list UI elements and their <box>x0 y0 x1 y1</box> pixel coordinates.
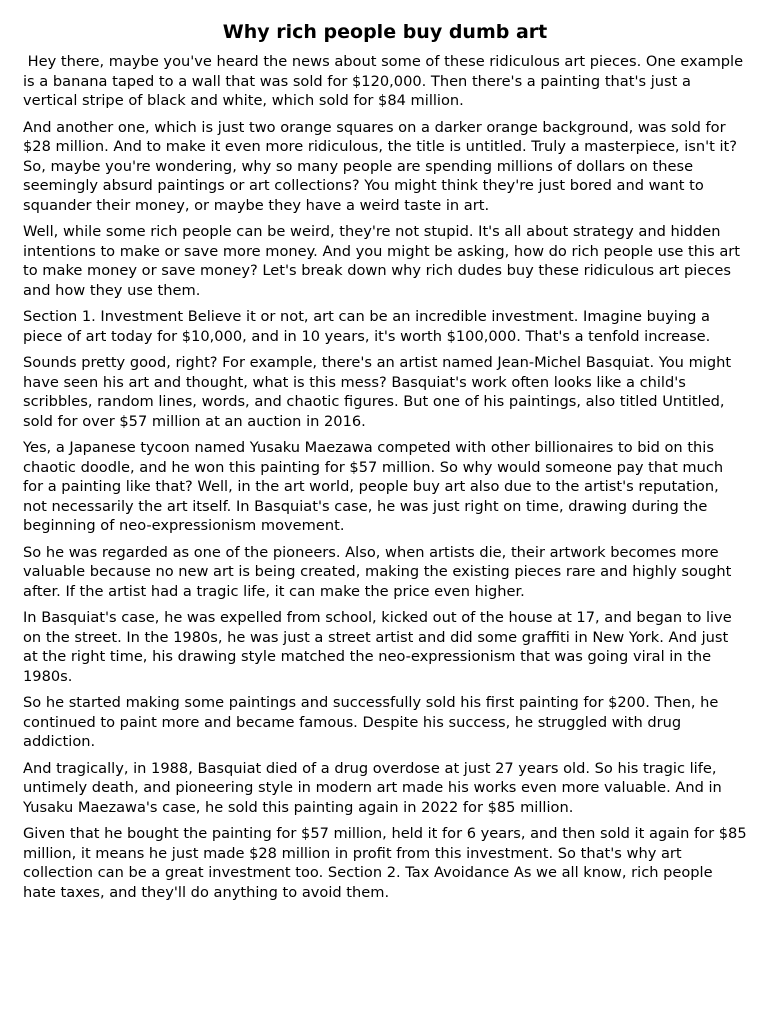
paragraph-3: Well, while some rich people can be weird, they're not stupid. It's all about strategy and hidden intentions to make or save more money. And you might be asking, how do rich people use this art to make money or save money? Let's break down why rich dudes buy these ridiculous art pieces and how they use them. <box>23 223 745 299</box>
paragraph-2: And another one, which is just two orange squares on a darker orange background, was sold for $28 million. And to make it even more ridiculous, the title is untitled. Truly a masterpiece, isn't it? So, maybe you're wondering, why so many people are spending millions of dollars on these seemingly absurd paintings or art collections? You might think they're just bored and want to squander their money, or maybe they have a weird taste in art. <box>23 118 742 214</box>
paragraph-10: And tragically, in 1988, Basquiat died of a drug overdose at just 27 years old. So his tragic life, untimely death, and pioneering style in modern art made his works even more valuable. And in Yusaku Maezawa's case, he sold this painting again in 2022 for $85 million. <box>23 759 727 816</box>
paragraph-8: In Basquiat's case, he was expelled from school, kicked out of the house at 17, and began to live on the street. In the 1980s, he was just a street artist and did some graffiti in New York. And just at the right time, his drawing style matched the neo-expressionism that was going viral in the 1980s. <box>23 609 737 685</box>
paragraph-9: So he started making some paintings and successfully sold his first painting for $200. Then, he continued to paint more and became famous. Despite his success, he struggled with drug addiction. <box>23 694 724 750</box>
paragraph-1: Hey there, maybe you've heard the news about some of these ridiculous art pieces. One example is a banana taped to a wall that was sold for $120,000. Then there's a painting that's just a vertical stripe of black and white, which sold for $84 million. <box>23 53 748 109</box>
document-title: Why rich people buy dumb art <box>222 21 548 43</box>
paragraph-5: Sounds pretty good, right? For example, there's an artist named Jean-Michel Basquiat. You might have seen his art and thought, what is this mess? Basquiat's work often looks like a child's scribbles, random lines, words, and chaotic figures. But one of his paintings, also titled Untitled, sold for over $57 million at an auction in 2016. <box>23 354 736 430</box>
paragraph-4: Section 1. Investment Believe it or not, art can be an incredible investment. Imagine buying a piece of art today for $10,000, and in 10 years, it's worth $100,000. That's a tenfold increase. <box>23 308 715 345</box>
paragraph-7: So he was regarded as one of the pioneers. Also, when artists die, their artwork becomes more valuable because no new art is being created, making the existing pieces rare and highly sought after. If the artist had a tragic life, it can make the price even higher. <box>23 543 737 600</box>
document-page <box>23 18 752 909</box>
paragraph-11: Given that he bought the painting for $57 million, held it for 6 years, and then sold it again for $85 million, it means he just made $28 million in profit from this investment. So that's why art collection can be a great investment too. Section 2. Tax Avoidance As we all know, rich people hate taxes, and they'll do anything to avoid them. <box>23 825 752 901</box>
paragraph-6: Yes, a Japanese tycoon named Yusaku Maezawa competed with other billionaires to bid on this chaotic doodle, and he won this painting for $57 million. So why would someone pay that much for a painting like that? Well, in the art world, people buy art also due to the artist's reputation, not necessarily the art itself. In Basquiat's case, he was just right on time, drawing during the beginning of neo-expressionism movement. <box>23 439 728 534</box>
